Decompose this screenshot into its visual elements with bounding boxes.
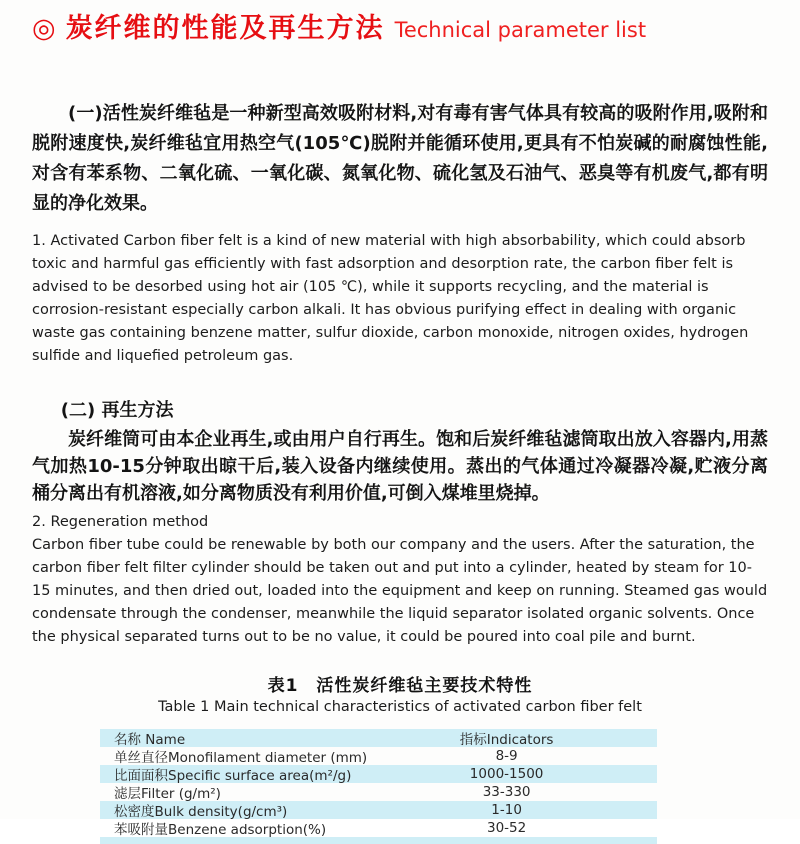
table-cell-value: 8-9 bbox=[495, 748, 518, 764]
table-title-zh: 表1 活性炭纤维毡主要技术特性 bbox=[267, 676, 533, 696]
table-cell-value: 1000-1500 bbox=[469, 766, 544, 782]
table-cell-name: 苯吸附量Benzene adsorption(%) bbox=[114, 822, 327, 838]
section2-heading-zh: (二) 再生方法 bbox=[60, 400, 174, 421]
table-row bbox=[100, 801, 657, 819]
table-cell-name: 比面面积Specific surface area(m²/g) bbox=[114, 768, 352, 784]
page-title-en: Technical parameter list bbox=[394, 18, 647, 42]
table-cell-value: 33-330 bbox=[482, 784, 531, 800]
table-cell-value: 30-52 bbox=[486, 820, 527, 836]
table-header-value: 指标Indicators bbox=[459, 732, 554, 748]
table-cell-name: 单丝直径Monofilament diameter (mm) bbox=[114, 750, 368, 766]
section2-paragraph-zh: 炭纤维筒可由本企业再生,或由用户自行再生。饱和后炭纤维毡滤筒取出放入容器内,用蒸气加热10-15分钟取出晾干后,装入设备内继续使用。蒸出的气体通过冷凝器冷凝,贮液分离桶分离出有机溶液,如分离物质没有利用价值,可倒入煤堆里烧掉。 bbox=[32, 429, 768, 504]
page-header bbox=[32, 0, 768, 47]
table-footer-strip bbox=[100, 837, 657, 844]
table-title-en: Table 1 Main technical characteristics of activated carbon fiber felt bbox=[158, 699, 642, 715]
table-row bbox=[100, 819, 657, 837]
section2-heading-en: 2. Regeneration method bbox=[32, 514, 209, 530]
table-header-name: 名称 Name bbox=[114, 732, 186, 748]
section1-paragraph-zh: (一)活性炭纤维毡是一种新型高效吸附材料,对有毒有害气体具有较高的吸附作用,吸附和脱附速度快,炭纤维毡宜用热空气(105℃)脱附并能循环使用,更具有不怕炭碱的耐腐蚀性能,对含有苯系物、二氧化硫、一氧化碳、氮氧化物、硫化氢及石油气、恶臭等有机废气,都有明显的净化效果。 bbox=[32, 103, 768, 214]
table-cell-name: 滤层Filter (g/m²) bbox=[114, 786, 221, 802]
section2-paragraph-en: Carbon fiber tube could be renewable by both our company and the users. After the saturation, the carbon fiber felt filter cylinder should be taken out and put into a cylinder, heated by steam for 10-15 minutes, and then dried out, loaded into the equipment and keep on running. Steamed gas would condensate through the condenser, meanwhile the liquid separator isolated organic solvents. Once the physical separated turns out to be no value, it could be poured into coal pile and burnt. bbox=[32, 537, 768, 645]
section1-paragraph-en: 1. Activated Carbon fiber felt is a kind of new material with high absorbability, which could absorb toxic and harmful gas efficiently with fast adsorption and desorption rate, the carbon fiber felt is advised to be desorbed using hot air (105 ℃), while it supports recycling, and the material is corrosion-resistant especially carbon alkali. It has obvious purifying effect in dealing with organic waste gas containing benzene matter, sulfur dioxide, carbon monoxide, nitrogen oxides, hydrogen sulfide and liquefied petroleum gas. bbox=[32, 233, 749, 364]
table-row bbox=[100, 747, 657, 765]
spec-table bbox=[100, 729, 657, 837]
table-row bbox=[100, 783, 657, 801]
table-header-row bbox=[100, 729, 657, 747]
table-cell-value: 1-10 bbox=[491, 802, 522, 818]
table-row bbox=[100, 765, 657, 783]
table-cell-name: 松密度Bulk density(g/cm³) bbox=[114, 804, 288, 820]
page-title-zh: 炭纤维的性能及再生方法 bbox=[65, 13, 385, 44]
bullseye-icon: ◎ bbox=[32, 13, 56, 44]
